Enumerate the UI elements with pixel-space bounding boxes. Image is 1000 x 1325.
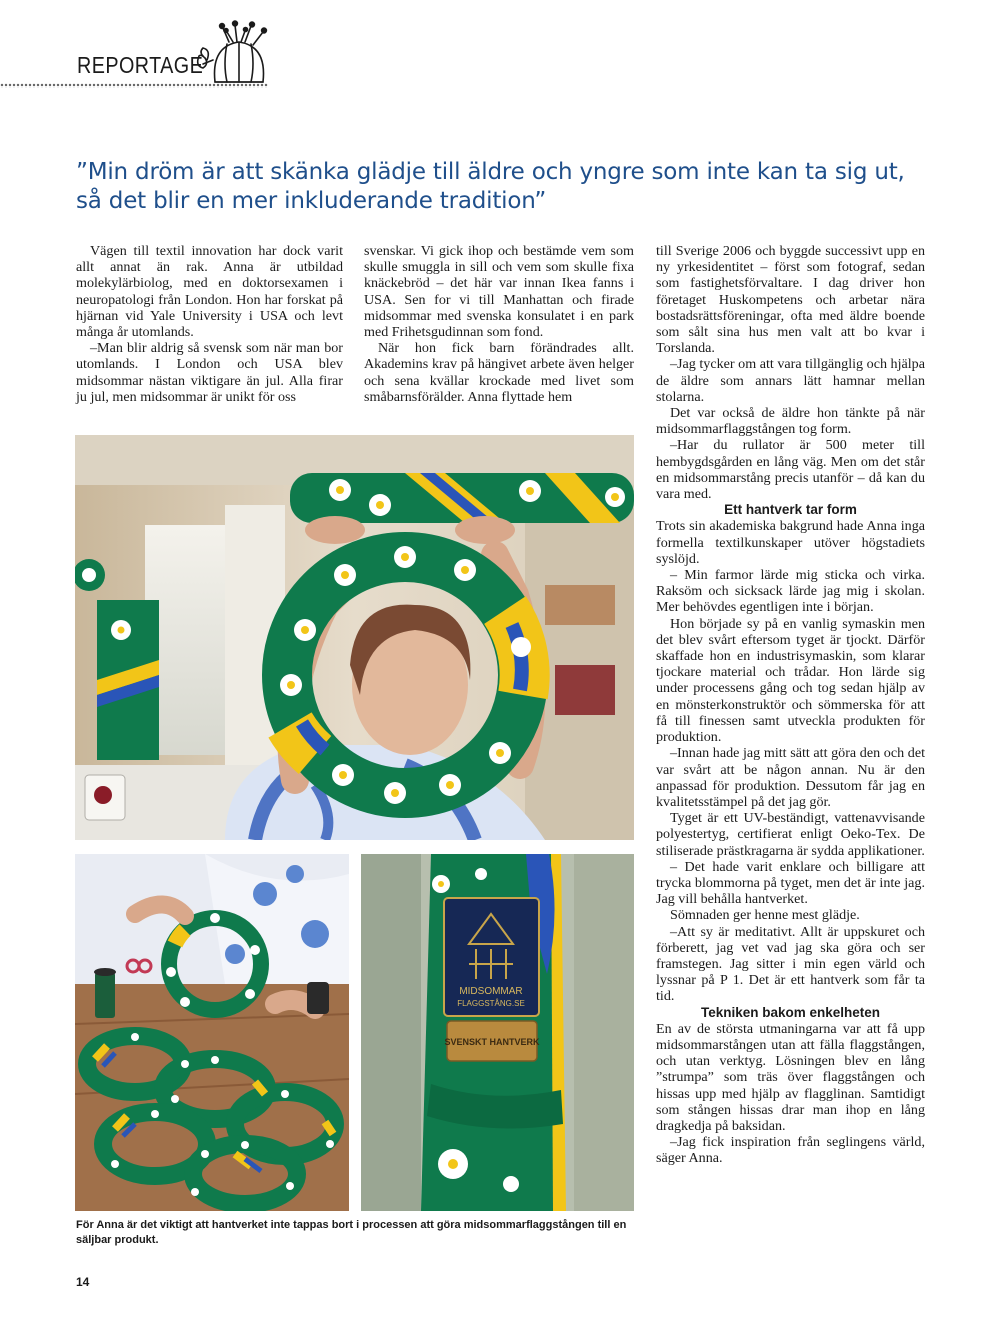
section-label: REPORTAGE: [77, 52, 204, 78]
subheading: Tekniken bakom enkelheten: [700, 1004, 881, 1020]
label-craft-text: SVENSKT HANTVERK: [444, 1037, 540, 1047]
paragraph: –Har du rullator är 500 meter till hembygdsgården en lång väg. Men om det står en midsommarstång precis utanför – då kan du vara med.: [656, 437, 925, 503]
header-dotted-rule: [0, 83, 268, 88]
paragraph: Det var också de äldre hon tänkte på när midsommarflaggstången tog form.: [656, 405, 925, 438]
label-url-text: FLAGGSTÅNG.SE: [457, 999, 525, 1008]
paragraph: till Sverige 2006 och byggde successivt upp en ny yrkesidentitet – först som fotograf, sedan som fastighetsförvaltare. I dag driver hon företaget Huskompetens och arbetar nära bostadsrättsföreningar, ofta med äldre boende som sålt sina hus men valt att bo kvar i Torslanda.: [656, 243, 925, 357]
paragraph: – Min farmor lärde mig sticka och virka. Raksöm och sicksack lärde jag mig i skolan. Mer behövdes egentligen inte i början.: [656, 567, 925, 616]
paragraph: Sömnaden ger henne mest glädje.: [670, 907, 860, 924]
label-brand-text: MIDSOMMAR: [459, 986, 523, 997]
photo-caption: För Anna är det viktigt att hantverket inte tappas bort i processen att göra midsommarflaggstången till en säljbar produkt.: [76, 1219, 627, 1246]
paragraph: Tyget är ett UV-beständigt, vattenavvisande polyestertyg, certifierat enligt Oeko-Tex. De stiliserade prästkragarna är sydda applikationer.: [656, 810, 925, 859]
paragraph: –Jag tycker om att vara tillgänglig och hjälpa de äldre som annars lätt hamnar mellan stolarna.: [656, 356, 925, 405]
photo-woman-holding-wreath: [75, 435, 634, 840]
photo-pole-label: [361, 854, 634, 1211]
paragraph: – Det hade varit enklare och billigare att trycka blommorna på tyget, men det är inte jag. Jag vill behålla hantverket.: [656, 858, 925, 908]
paragraph: –Innan hade jag mitt sätt att göra den och det var svårt att be någon annan. Nu är den anpassad för produktion. Dessutom får jag en kvalitetsstämpel på det jag gör.: [656, 745, 925, 810]
page-number: 14: [76, 1275, 90, 1289]
pin-cushion-icon: [193, 20, 271, 88]
paragraph: –Att sy är meditativt. Allt är uppskuret och förberett, jag vet vad jag ska göra och ser framstegen. Jag sitter i min egen värld och lyssnar på P 1. Det är ett hantverk som får ta tid.: [656, 923, 925, 1005]
paragraph: En av de största utmaningarna var att få upp midsommarstången utan att fälla flaggstången, och utan verktyg. Lösningen blev en lång ”strumpa” som träs över flaggstången och hissas upp med hjälp av flagglinan. Samtidigt som stången hissas drar man ihop en lång dragkedja på baksidan.: [656, 1020, 925, 1134]
paragraph: –Man blir aldrig så svensk som när man bor utomlands. I London och USA blev midsommar nästan viktigare än jul. Alla firar ju jul, men midsommar är unikt för oss: [76, 340, 343, 405]
text-column-3: [656, 243, 925, 1167]
paragraph: –Jag fick inspiration från seglingens värld, säger Anna.: [656, 1134, 925, 1167]
paragraph: svenskar. Vi gick ihop och bestämde vem som skulle smuggla in sill och vem som skulle fixa knäckebröd – det här var innan Ikea fanns i USA. Sen for vi till Manhattan och firade midsommar med svenska konsulatet i en park med Frihetsgudinnan som fond.: [364, 243, 634, 341]
paragraph: Trots sin akademiska bakgrund hade Anna inga formella textilkunskaper utöver högstadiets syslöjd.: [656, 518, 925, 567]
text-column-2: [364, 243, 634, 405]
pull-quote: ”Min dröm är att skänka glädje till äldre och yngre som inte kan ta sig ut, så det blir en mer inkluderande tradition”: [76, 159, 905, 214]
photo-sewing-rings: [75, 854, 349, 1211]
paragraph: Vägen till textil innovation har dock varit allt annat än rak. Anna är utbildad molekylärbiolog, med en doktorsexamen i neuropatologi från London. Hon har forskat på hjärnan vid Yale University i USA och levt många år utomlands.: [76, 243, 343, 341]
paragraph: Hon började sy på en vanlig symaskin men det blev svårt eftersom tyget är tjockt. Därför skaffade hon en industrisymaskin, som klarar tjockare material och trådar. Hon lärde sig under processens gång och tog sedan hjälp av en mönsterkonstruktör och sömmerska för att få till finessen samt utveckla produkten för produktion.: [656, 615, 925, 746]
subheading: Ett hantverk tar form: [724, 502, 857, 518]
text-column-1: [76, 243, 343, 405]
paragraph: När hon fick barn förändrades allt. Akademins krav på hängivet arbete även helger och sena kvällar krockade med livet som småbarnsförälder. Anna flyttade hem: [364, 340, 634, 405]
